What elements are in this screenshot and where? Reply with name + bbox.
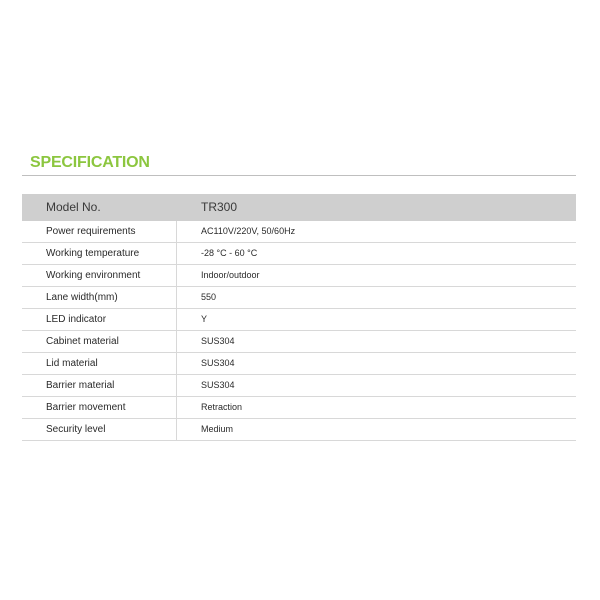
table-row xyxy=(22,221,576,243)
row-value: Y xyxy=(201,314,208,324)
model-no-value: TR300 xyxy=(201,200,238,214)
row-value: 550 xyxy=(201,292,217,302)
table-row xyxy=(22,287,576,309)
row-value: SUS304 xyxy=(201,336,235,346)
table-row xyxy=(22,397,576,419)
table-row xyxy=(22,419,576,441)
table-row xyxy=(22,309,576,331)
row-value: AC110V/220V, 50/60Hz xyxy=(201,226,296,236)
row-value: -28 °C - 60 °C xyxy=(201,248,258,258)
specification-table xyxy=(22,194,576,441)
row-value: SUS304 xyxy=(201,358,235,368)
row-label: Lane width(mm) xyxy=(22,287,177,308)
table-header-row xyxy=(22,194,576,221)
row-value: SUS304 xyxy=(201,380,235,390)
row-label: Working environment xyxy=(22,265,177,286)
table-row xyxy=(22,243,576,265)
row-label: Barrier material xyxy=(22,375,177,396)
row-label: Lid material xyxy=(22,353,177,374)
row-value: Retraction xyxy=(201,402,243,412)
section-title: SPECIFICATION xyxy=(22,150,576,176)
model-no-label: Model No. xyxy=(46,200,101,214)
specification-section xyxy=(22,150,576,441)
row-label: LED indicator xyxy=(22,309,177,330)
row-value: Indoor/outdoor xyxy=(201,270,260,280)
row-label: Barrier movement xyxy=(22,397,177,418)
row-label: Working temperature xyxy=(22,243,177,264)
row-label: Security level xyxy=(22,419,177,440)
row-label: Cabinet material xyxy=(22,331,177,352)
table-row xyxy=(22,265,576,287)
row-value: Medium xyxy=(201,424,234,434)
table-row xyxy=(22,353,576,375)
row-label: Power requirements xyxy=(22,221,177,242)
table-row xyxy=(22,375,576,397)
table-row xyxy=(22,331,576,353)
